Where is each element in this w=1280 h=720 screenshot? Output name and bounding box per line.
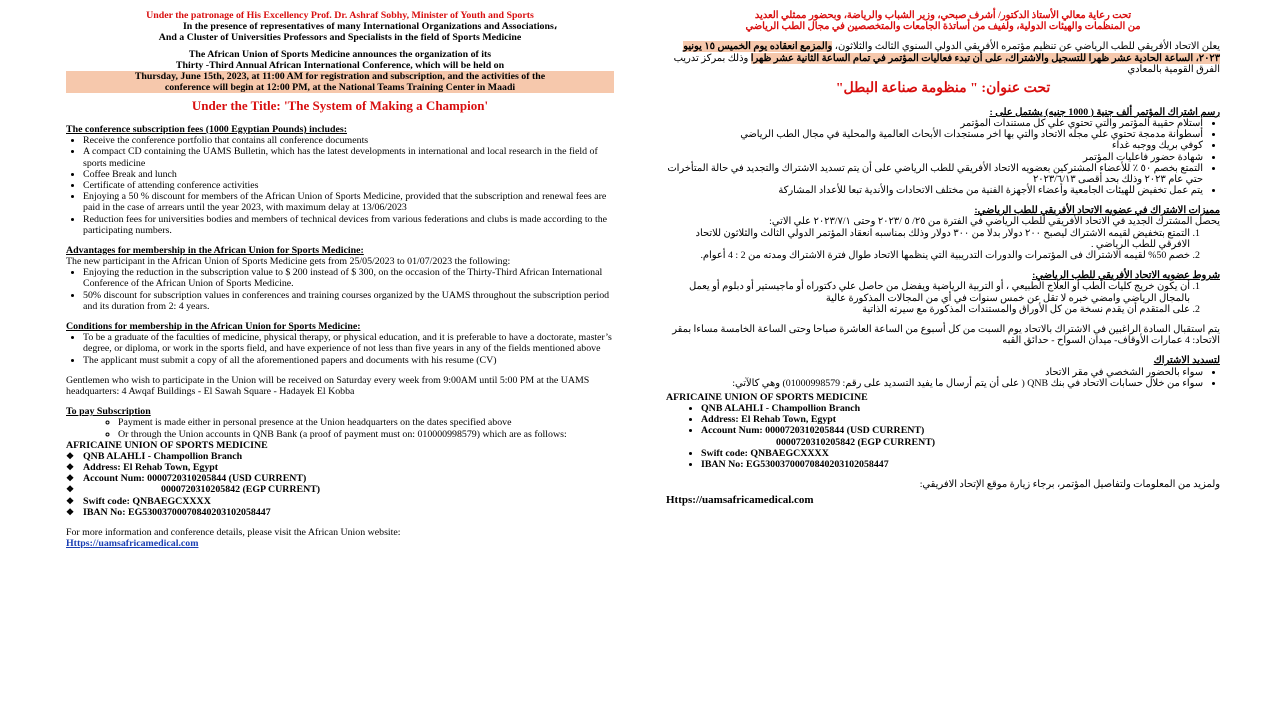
more-info-text: For more information and conference details, please visit the African Union website:: [66, 527, 401, 538]
list-item: • Certificate of attending conference activities: [83, 180, 614, 191]
ar-bank-account-egp: 0000720310205842 (EGP CURRENT): [776, 436, 936, 448]
ar-bank-swift: • Swift code: QNBAEGCXXXX: [701, 448, 1220, 459]
ar-pay-heading: لتسديد الاشتراك: [1153, 355, 1220, 367]
presence-line-1: In the presence of representatives of many International Organizations and Associations،: [182, 21, 558, 33]
list-item: • 50% discount for subscription values in conferences and training courses organized by the UAMS throughout the subscription period and its duration from 2: 4 years.: [83, 290, 614, 312]
ar-conference-title: تحت عنوان: " منظومة صناعة البطل": [835, 80, 1051, 96]
ar-pay-list: [666, 367, 1220, 389]
bank-branch: ❖ QNB ALAHLI - Champollion Branch: [66, 451, 614, 462]
list-item: • A compact CD containing the UAMS Bulletin, which has the latest developments in international and local research in the field of sports medicine: [83, 146, 614, 168]
fees-heading: The conference subscription fees (1000 Egyptian Pounds) includes:: [66, 124, 347, 135]
ar-conditions-list: [666, 281, 1220, 315]
bank-address: ❖ Address: El Rehab Town, Egypt: [66, 462, 614, 473]
english-column: [66, 10, 614, 549]
ar-patronage-line-2: من المنظمات والهيئات الدولية، ولفيف من أساتذة الجامعات والمتخصصين في مجال الطب الرياضي: [745, 21, 1141, 33]
list-item: 2. على المتقدم أن يقدم نسخة من كل الأوراق والمستندات المذكورة مع سيرته الذاتية: [666, 304, 1190, 315]
list-item: 2. خصم 50% لقيمه الاشتراك فى المؤتمرات والدورات التدريبية التي ينظمها الاتحاد طوال فترة الاشتراك ومدته من 2 : 4 أعوام.: [666, 250, 1190, 261]
announce-line-1: The African Union of Sports Medicine announces the organization of its: [188, 48, 492, 60]
ar-advantages-heading: مميزات الاشتراك في عضويه الاتحاد الأفريقي للطب الرياضي:: [974, 205, 1220, 217]
advantages-heading: Advantages for membership in the African Union for Sports Medicine:: [66, 244, 364, 256]
ar-fees-heading: رسم اشتراك المؤتمر ألف جنية ( 1000 جنيه) يشتمل على :: [989, 106, 1220, 118]
ar-website-link[interactable]: Https://uamsafricamedical.com: [666, 494, 814, 507]
ar-fees-list: [666, 118, 1220, 196]
announce-line-4: conference will begin at 12:00 PM, at the National Teams Training Center in Maadi: [66, 82, 614, 93]
list-item: • The applicant must submit a copy of all the aforementioned papers and documents with his resume (CV): [83, 355, 614, 366]
ar-announce: يعلن الاتحاد الأفريقي للطب الرياضي عن تنظيم مؤتمره الأفريقي الدولي السنوي الثالث والثلاثون، والمزمع انعقاده يوم الخميس ١٥ يونيو ٢٠٢٣، الساعة الحادية عشر ظهرا للتسجيل والاشتراك، على أن تبدء فعاليات المؤتمر في تمام الساعة الثانية عشر ظهرا وذلك بمركز تدريب الفرق القومية بالمعادي: [673, 41, 1220, 75]
list-item: ◦ Payment is made either in personal presence at the Union headquarters on the dates specified above: [118, 417, 614, 428]
list-item: • التمتع بخصم ٥٠ ٪ للأعضاء المشتركين بعضويه الاتحاد الأفريقي للطب الرياضي على أن يتم تسديد الاشتراك والتجديد في حالة المتأخرات حتي عام ٢٠٢٣ وذلك بحد أقصى ٢٠٢٣/٦/١٣: [666, 163, 1203, 185]
list-item: 1. التمتع بتخفيض لقيمه الاشتراك ليصبح ٢٠٠ دولار بدلا من ٣٠٠ دولار وذلك بمناسبه انعقاد المؤتمر الدولي الثالث والثلاثون للاتحاد الافرقي للطب الرياضي .: [666, 228, 1190, 250]
ar-bank-address: • Address: El Rehab Town, Egypt: [701, 414, 1220, 425]
bank-details: [66, 451, 614, 518]
list-item: • Coffee Break and lunch: [83, 169, 614, 180]
ar-bank-account-usd: • Account Num: 0000720310205844 (USD CURRENT): [701, 425, 1220, 436]
ar-advantages-intro: يحصل المشترك الجديد في الاتحاد الأفريقي للطب الرياضي في الفترة من ٢٥/ ٥ /٢٠٢٣ وحتى ٢٠٢٣/٧/١ علي الاتي:: [769, 216, 1220, 228]
ar-conditions-heading: شروط عضويه الاتحاد الأفريقي للطب الرياضي:: [1032, 270, 1220, 282]
bank-name: AFRICAINE UNION OF SPORTS MEDICINE: [66, 439, 268, 451]
ar-reception-paragraph: يتم استقبال السادة الراغبين في الاشتراك بالاتحاد يوم السبت من كل أسبوع من الساعة العاشرة صباحا وحتى الساعة الخامسة مساءا بمقر الاتحاد: 4 عمارات الأوقاف- ميدان السواح - حدائق القبه: [672, 323, 1220, 347]
announce-line-2: Thirty -Third Annual African International Conference, which will be held on: [175, 59, 505, 71]
list-item: • Enjoying a 50 % discount for members of the African Union of Sports Medicine, provided that the subscription and renewal fees are paid in the case of arrears until the year 2023, with maximum delay at 13/06/2023: [83, 191, 614, 213]
list-item: • سواء بالحضور الشخصي في مقر الاتحاد: [666, 367, 1203, 378]
conference-title: Under the Title: 'The System of Making a Champion': [191, 98, 489, 114]
advantages-intro: The new participant in the African Union of Sports Medicine gets from 25/05/2023 to 01/07/2023 the following:: [66, 256, 511, 268]
arabic-column: [666, 10, 1220, 507]
list-item: • شهادة حضور فاعليات المؤتمر: [666, 152, 1203, 163]
list-item: • استلام حقيبة المؤتمر والتي تحتوي علي كل مستندات المؤتمر: [666, 118, 1203, 129]
ar-bank-iban: • IBAN No: EG530037000708402031020584​47: [701, 459, 1220, 470]
ar-bank-name: AFRICAINE UNION OF SPORTS MEDICINE: [666, 391, 868, 403]
bank-account-egp: ❖ 0000720310205842 (EGP CURRENT): [66, 484, 614, 495]
list-item: • Enjoying the reduction in the subscription value to $ 200 instead of $ 300, on the occasion of the Thirty-Third African International Conference of the African Union of Sports Medicine.: [83, 267, 614, 289]
list-item: • To be a graduate of the faculties of medicine, physical therapy, or physical education, and it is preferable to have a doctorate, master’s degree, or diploma, or work in the sports field, and have experience of not less than five years in any of the fields mentioned above: [83, 332, 614, 354]
reception-paragraph: Gentlemen who wish to participate in the Union will be received on Saturday every week from 9:00AM until 5:00 PM at the UAMS headquarters: 4 Awqaf Buildings - El Sawah Square - Hadayek El Kobba: [66, 374, 590, 397]
list-item: • كوفي بريك ووجبه غداء: [666, 140, 1203, 151]
pay-heading: To pay Subscription: [66, 406, 151, 418]
ar-advantages-list: [666, 228, 1220, 262]
bank-iban: ❖ IBAN No: EG530037000708402031020584​47: [66, 507, 614, 518]
conditions-list: [66, 332, 614, 366]
advantages-list: [66, 267, 614, 312]
list-item: • Receive the conference portfolio that contains all conference documents: [83, 135, 614, 146]
ar-bank-branch: • QNB ALAHLI - Champollion Branch: [701, 403, 1220, 414]
ar-bank-details: [666, 403, 1220, 470]
fees-list: [66, 135, 614, 236]
list-item: ◦ Or through the Union accounts in QNB Bank (a proof of payment must on: 010000998579) which are as follows:: [118, 429, 614, 440]
list-item: 1. أن يكون خريج كليات الطب أو العلاج الطبيعي ، أو التربية الرياضية ويفضل من حاصل علي دكتوراه أو ماجيستير أو دبلوم أو يعمل بالمجال الرياضي وامضي خبره لا تقل عن خمس سنوات في أي من المجالات المذكورة عالية: [666, 281, 1190, 303]
ar-patronage-line: تحت رعاية معالي الأستاذ الدكتور/ أشرف صبحي، وزير الشباب والرياضة، وبحضور ممثلي العديد: [754, 10, 1132, 21]
list-item: • يتم عمل تخفيض للهيئات الجامعية وأعضاء الأجهزة الفنية من مختلف الاتحادات والأندية تبعا للأعداد المشاركة: [666, 185, 1203, 196]
list-item: • أسطوانة مدمجة تحتوي علي مجله الاتحاد والتي بها اخر مستجدات الأبحاث العالمية والمحلية في مجال الطب الرياضي: [666, 129, 1203, 140]
list-item: • سواء من خلال حسابات الاتحاد في بنك QNB ( على أن يتم أرسال ما يفيد التسديد على رقم: 01000998579) وهي كالآتي:: [666, 378, 1203, 389]
pay-list: [66, 417, 614, 439]
list-item: • Reduction fees for universities bodies and members of technical devices from various federations and clubs is made according to the participating numbers.: [83, 214, 614, 236]
website-link[interactable]: Https://uamsafricamedical.com: [66, 538, 199, 550]
bank-swift: ❖ Swift code: QNBAEGCXXXX: [66, 496, 614, 507]
patronage-line: Under the patronage of His Excellency Prof. Dr. Ashraf Sobhy, Minister of Youth and Sports: [146, 10, 534, 21]
bank-account-usd: ❖ Account Num: 0000720310205844 (USD CURRENT): [66, 473, 614, 484]
conditions-heading: Conditions for membership in the African Union for Sports Medicine:: [66, 321, 361, 332]
ar-more-info-text: ولمزيد من المعلومات ولتفاصيل المؤتمر، برجاء زيارة موقع الإتحاد الافريقي:: [919, 479, 1220, 491]
presence-line-2: And a Cluster of Universities Professors and Specialists in the field of Sports Medicine: [158, 32, 522, 44]
announce-line-3: Thursday, June 15th, 2023, at 11:00 AM for registration and subscription, and the activities of the: [66, 71, 614, 82]
